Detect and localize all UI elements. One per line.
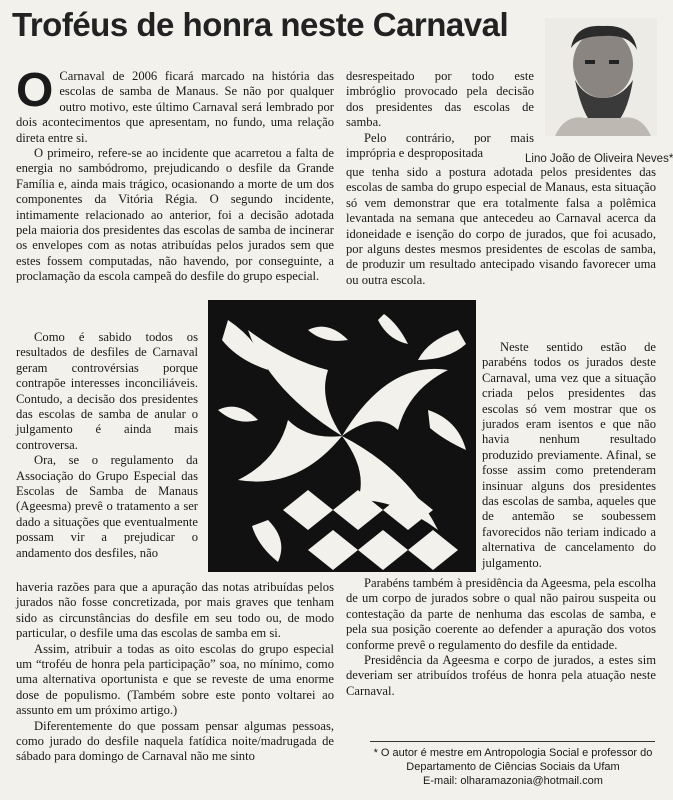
paragraph-7: desrespeitado por todo este imbróglio provocado pela decisão dos presidentes das escolas de samba. bbox=[346, 69, 534, 130]
drop-cap: O bbox=[16, 64, 54, 117]
column-1 bbox=[16, 64, 334, 285]
paragraph-11: Parabéns também à presidência da Ageesma, pela escolha de um corpo de jurados sobre o qual não pairou suspeita ou contestação da parte de nenhuma das escolas de samba, e pela sua posição coerente ao defender a apuração dos votos conforme prevê o regulamento do desfile da entidade. bbox=[346, 576, 656, 652]
column-3 bbox=[346, 165, 656, 288]
paragraph-8: Pelo contrário, por mais imprópria e despropositada bbox=[346, 130, 534, 161]
paragraph-9: que tenha sido a postura adotada pelos presidentes das escolas de samba do grupo especial de Manaus, esta situação só vem demonstrar que era totalmente falsa a polêmica levantada na semana que antecedeu ao Carnaval acerca da idoneidade e isenção do corpo de jurados, que foi acusado, por alguns destes mesmos presidentes de escolas de samba, de produzir um resultado antecipado visando favorecer uma ou outra escola. bbox=[346, 165, 656, 287]
paragraph-4-start: Ora, se o regulamento da Associação do Grupo Especial das Escolas de Samba de Manaus (Ageesma) prevê o tratamento a ser dado a situações que eventualmente possam vir a prejudicar o andamento dos desfiles, não bbox=[16, 453, 198, 560]
carnival-illustration bbox=[208, 300, 476, 572]
footnote-email: E-mail: olharamazonia@hotmail.com bbox=[423, 775, 603, 787]
column-1-bottom bbox=[16, 580, 334, 765]
paragraph-3: Como é sabido todos os resultados de desfiles de Carnaval geram controvérsias porque contrapõe interesses inconciliáveis. Contudo, a decisão dos presidentes das escolas de samba de anular o julgamento é ainda mais controversa. bbox=[16, 330, 198, 452]
column-3-narrow bbox=[482, 340, 656, 571]
paragraph-1: O Carnaval de 2006 ficará marcado na história das escolas de samba de Manaus. Se não por qualquer outro motivo, este último Carnaval será lembrado por dois acontecimentos que apresentam, no fundo, uma relação direta entre si. bbox=[16, 64, 334, 145]
column-1-narrow bbox=[16, 330, 198, 561]
column-2 bbox=[346, 69, 534, 161]
author-photo bbox=[545, 18, 657, 136]
paragraph-2: O primeiro, refere-se ao incidente que acarretou a falta de energia no sambódromo, prejudicando o desfile da Grande Família e, ainda mais trágico, ocasionando a morte de um dos componentes da Vitória Régia. O segundo incidente, intimamente relacionado ao anterior, foi a decisão adotada pela maioria dos presidentes das escolas de samba de incinerar os envelopes com as notas atribuídas pelos jurados sem que estes fossem computadas, não havendo, por conseguinte, a proclamação da escola campeã do desfile do grupo especial. bbox=[16, 146, 334, 284]
footnote-line-2: Departamento de Ciências Sociais da Ufam bbox=[406, 761, 620, 773]
paragraph-5: Assim, atribuir a todas as oito escolas do grupo especial um “troféu de honra pela participação” soa, no mínimo, como uma alternativa oportunista e que se reveste de uma enorme dose de populismo. (Também sobre este ponto voltarei ao assunto em um próximo artigo.) bbox=[16, 641, 334, 718]
paragraph-12: Presidência da Ageesma e corpo de jurados, a estes sim deveriam ser atribuídos troféus de honra pela atuação neste Carnaval. bbox=[346, 653, 656, 698]
paragraph-10: Neste sentido estão de parabéns todos os jurados deste Carnaval, uma vez que a situação criada pelos presidentes das escolas só vem mostrar que os jurados eram isentos e que não havia nenhum resultado produzido previamente. Afinal, se fosse assim como pretenderam insinuar alguns dos presidentes das escolas de samba, aqueles que de antemão se soubessem favorecidos não teriam indicado a alternativa de cancelamento do julgamento. bbox=[482, 340, 656, 570]
footnote bbox=[365, 746, 661, 788]
footnote-line-1: * O autor é mestre em Antropologia Social e professor do bbox=[373, 747, 653, 759]
footnote-divider bbox=[370, 741, 655, 742]
article-title: Troféus de honra neste Carnaval bbox=[12, 6, 509, 43]
column-3-bottom bbox=[346, 576, 656, 699]
paragraph-6: Diferentemente do que possam pensar algumas pessoas, como jurado do desfile naquela fatídica noite/madrugada de sábado para domingo de Carnaval não me sinto bbox=[16, 718, 334, 764]
author-byline: Lino João de Oliveira Neves* bbox=[525, 153, 673, 165]
paragraph-4-end: haveria razões para que a apuração das notas atribuídas pelos jurados não fosse concretizada, por mais graves que tenham sido as circunstâncias do desfile em seu todo ou, de modo particular, o desfile uma das escolas de samba em si. bbox=[16, 580, 334, 641]
